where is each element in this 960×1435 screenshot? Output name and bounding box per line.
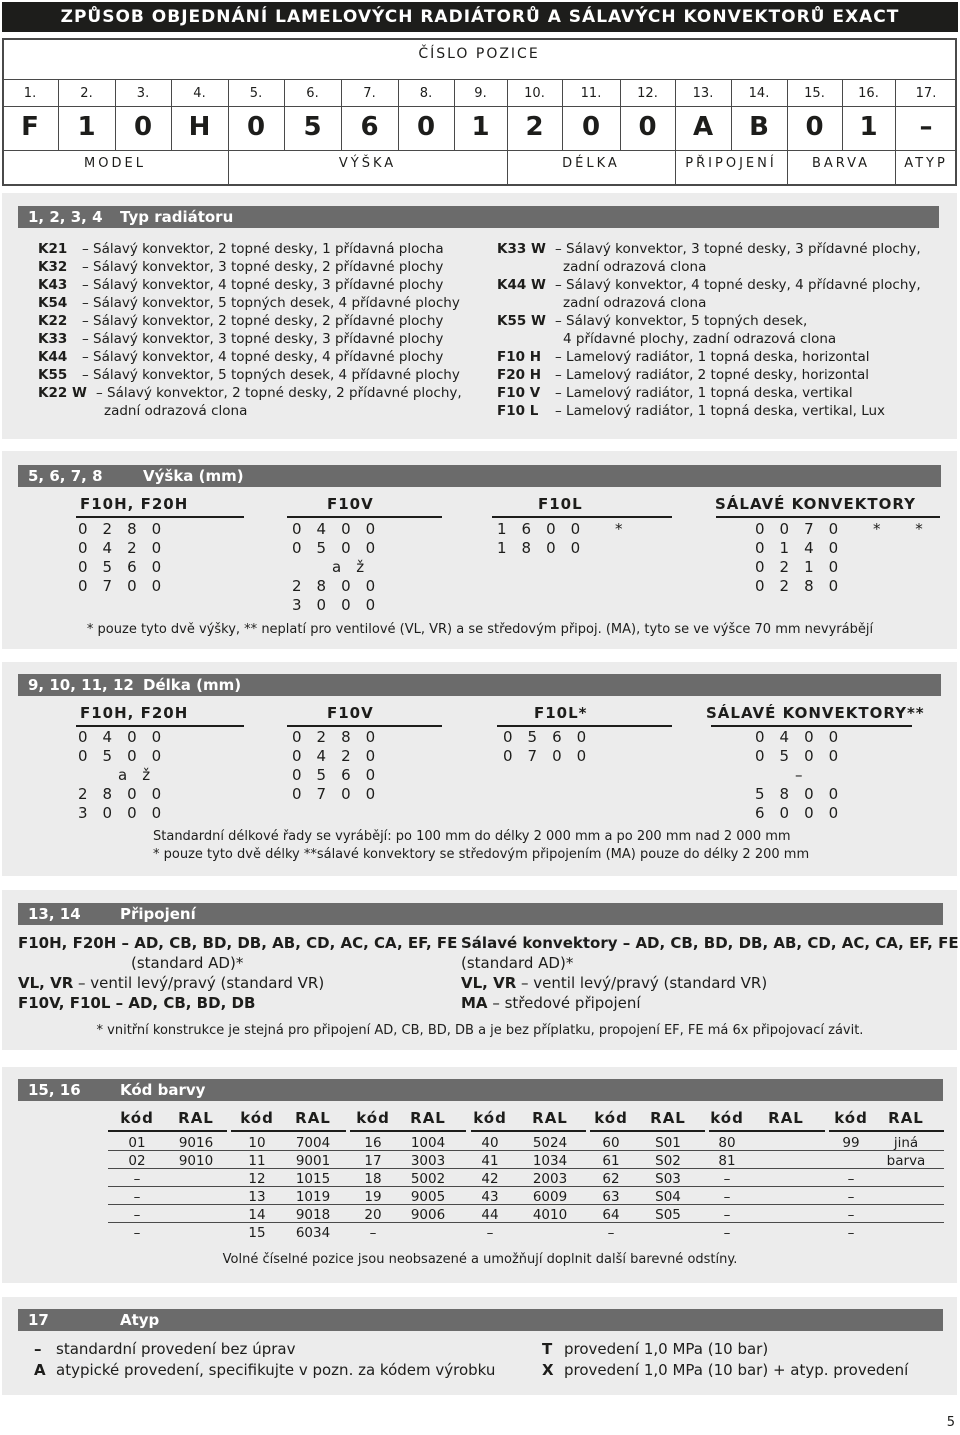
typ-description: – Sálavý konvektor, 2 topné desky, 2 přídavné plochy, — [96, 385, 462, 401]
column-header: F10L* — [534, 704, 588, 722]
typ-code: K33 — [38, 331, 68, 347]
atyp-text: atypické provedení, specifikujte v pozn. za kódem výrobku — [56, 1361, 496, 1379]
code-character: A — [692, 112, 714, 142]
position-number: 16. — [858, 86, 879, 101]
color-table-cell: 1004 — [410, 1135, 446, 1151]
header-underline — [590, 1130, 705, 1132]
color-table-cell: 1015 — [295, 1171, 331, 1187]
typ-code: F10 H — [497, 349, 542, 365]
vyska-number: 5, 6, 7, 8 — [28, 467, 103, 485]
color-table-cell: 64 — [602, 1207, 620, 1223]
connection-text: – ventil levý/pravý (standard VR) — [73, 974, 325, 992]
typ-description: – Sálavý konvektor, 5 topných desek, — [555, 313, 808, 329]
typ-description: – Sálavý konvektor, 4 topné desky, 3 přídavné plochy — [82, 277, 444, 293]
color-table-cell: 5002 — [410, 1171, 446, 1187]
typ-description: zadní odrazová clona — [563, 295, 707, 311]
color-table-cell: 41 — [481, 1153, 499, 1169]
color-table-cell: 01 — [128, 1135, 146, 1151]
atyp-key: T — [542, 1340, 553, 1358]
header-underline — [709, 1130, 825, 1132]
page-number: 5 — [946, 1415, 955, 1430]
atyp-key: A — [34, 1361, 46, 1379]
header-underline — [350, 1130, 466, 1132]
code-character: 1 — [77, 112, 96, 142]
color-table-header: kód — [594, 1109, 628, 1127]
value-cell: 0700 — [292, 785, 391, 803]
color-table-cell: 6009 — [532, 1189, 568, 1205]
color-table-cell: 20 — [364, 1207, 382, 1223]
color-table-cell: 6034 — [295, 1225, 331, 1241]
header-underline — [231, 1130, 346, 1132]
code-character: 1 — [471, 112, 490, 142]
code-group-label: PŘIPOJENÍ — [685, 156, 777, 171]
barva-number: 15, 16 — [28, 1081, 81, 1099]
vyska-note: * pouze tyto dvě výšky, ** neplatí pro ventilové (VL, VR) a se středovým připoj. (MA), tyto se ve výšce 70 mm nevyrábějí — [86, 622, 874, 637]
color-table-cell: jiná — [893, 1135, 919, 1151]
code-character: 0 — [805, 112, 824, 142]
value-cell: 0560 — [503, 728, 602, 746]
color-table-cell: S05 — [655, 1207, 681, 1223]
value-cell: 0700 — [503, 747, 602, 765]
color-table-header: RAL — [768, 1109, 804, 1127]
atyp-key: – — [34, 1340, 42, 1358]
color-table-cell: 9016 — [178, 1135, 214, 1151]
connection-code: F10H, F20H – AD, CB, BD, DB, AB, CD, AC, CA, EF, FE — [18, 934, 458, 952]
color-table-cell: 9001 — [295, 1153, 331, 1169]
value-cell: 3000 — [78, 804, 177, 822]
typ-description: 4 přídavné plochy, zadní odrazová clona — [563, 331, 837, 347]
pripojeni-title: Připojení — [120, 905, 196, 923]
position-number: 17. — [915, 86, 937, 101]
value-cell: 0400 — [755, 728, 854, 746]
value-cell: 0420 — [78, 539, 177, 557]
color-table-header: RAL — [410, 1109, 446, 1127]
typ-title: Typ radiátoru — [120, 208, 234, 226]
column-header: F10H, F20H — [80, 495, 189, 513]
color-table-cell: 19 — [364, 1189, 382, 1205]
code-group-label: VÝŠKA — [338, 156, 397, 171]
code-character: 0 — [133, 112, 153, 142]
value-cell: 2800 — [78, 785, 177, 803]
value-cell: 5800 — [755, 785, 854, 803]
atyp-text: provedení 1,0 MPa (10 bar) — [564, 1340, 769, 1358]
typ-code: F10 L — [497, 403, 539, 419]
color-table-cell: – — [723, 1171, 731, 1187]
color-table-cell: 13 — [248, 1189, 266, 1205]
connection-text: (standard AD)* — [461, 954, 574, 972]
color-table-cell: 44 — [481, 1207, 499, 1223]
typ-description: – Sálavý konvektor, 5 topných desek, 4 přídavné plochy — [82, 295, 460, 311]
position-number: 4. — [193, 86, 206, 101]
position-heading-label: ČÍSLO POZICE — [418, 46, 540, 62]
color-table-cell: S01 — [655, 1135, 681, 1151]
typ-code: K22 — [38, 313, 68, 329]
typ-code: K21 — [38, 241, 68, 257]
column-header: F10L — [538, 495, 583, 513]
typ-description: – Sálavý konvektor, 3 topné desky, 3 přídavné plochy — [82, 331, 444, 347]
color-table-cell: 9006 — [410, 1207, 446, 1223]
column-header: F10H, F20H — [80, 704, 189, 722]
color-table-cell: 99 — [842, 1135, 860, 1151]
color-table-cell: 61 — [602, 1153, 620, 1169]
typ-description: – Lamelový radiátor, 1 topná deska, vertikal, Lux — [555, 403, 886, 419]
connection-code: VL, VR — [461, 974, 517, 992]
typ-code: K43 — [38, 277, 68, 293]
position-number: 1. — [23, 86, 37, 101]
color-table-cell: 1034 — [532, 1153, 568, 1169]
color-table-header: kód — [834, 1109, 868, 1127]
value-cell: 0280 — [78, 520, 177, 538]
atyp-key: X — [542, 1361, 554, 1379]
color-table-cell: barva — [886, 1153, 926, 1169]
atyp-item — [34, 1361, 534, 1382]
code-character: H — [188, 112, 211, 142]
color-table-cell: S02 — [655, 1153, 681, 1169]
value-cell: – — [795, 766, 818, 784]
position-number: 2. — [80, 86, 93, 101]
column-header: SÁLAVÉ KONVEKTORY** — [706, 704, 925, 722]
atyp-left — [34, 1340, 534, 1382]
connection-text: – ventil levý/pravý (standard VR) — [516, 974, 768, 992]
delka-title: Délka (mm) — [143, 676, 242, 694]
color-table-cell: 40 — [481, 1135, 499, 1151]
code-character: 0 — [416, 112, 436, 142]
atyp-text: standardní provedení bez úprav — [56, 1340, 296, 1358]
typ-description: – Sálavý konvektor, 2 topné desky, 1 přídavná plocha — [82, 241, 444, 257]
color-table-cell: – — [607, 1225, 615, 1241]
vyska-title: Výška (mm) — [143, 467, 244, 485]
color-table-cell: 62 — [602, 1171, 620, 1187]
typ-code: K33 W — [497, 241, 546, 257]
code-character: B — [749, 112, 769, 142]
value-cell: až — [118, 766, 166, 784]
position-number: 5. — [249, 86, 263, 101]
atyp-right — [542, 1340, 952, 1382]
delka-note-1: Standardní délkové řady se vyrábějí: po 100 mm do délky 2 000 mm a po 200 mm nad 2 000 mm — [153, 829, 791, 844]
color-table-cell: 12 — [248, 1171, 266, 1187]
typ-description: – Sálavý konvektor, 5 topných desek, 4 přídavné plochy — [82, 367, 460, 383]
typ-number: 1, 2, 3, 4 — [28, 208, 103, 226]
connection-text: – středové připojení — [487, 994, 641, 1012]
code-character: 6 — [360, 112, 379, 142]
atyp-header — [18, 1309, 943, 1331]
value-cell: 1600 * — [497, 520, 638, 538]
code-character: F — [21, 112, 39, 142]
color-table-cell: 9010 — [178, 1153, 214, 1169]
position-number: 10. — [524, 86, 545, 101]
color-table-header: RAL — [888, 1109, 924, 1127]
header-underline — [829, 1130, 944, 1132]
atyp-number: 17 — [28, 1311, 49, 1329]
color-table-cell: – — [723, 1207, 731, 1223]
delka-number: 9, 10, 11, 12 — [28, 676, 134, 694]
barva-title: Kód barvy — [120, 1081, 206, 1099]
typ-description: – Sálavý konvektor, 4 topné desky, 4 přídavné plochy, — [555, 277, 921, 293]
typ-code: K55 — [38, 367, 68, 383]
typ-description: – Lamelový radiátor, 1 topná deska, horizontal — [555, 349, 870, 365]
page-title: ZPŮSOB OBJEDNÁNÍ LAMELOVÝCH RADIÁTORŮ A SÁLAVÝCH KONVEKTORŮ EXACT — [2, 2, 958, 32]
value-cell: 0280 — [292, 728, 391, 746]
atyp-text: provedení 1,0 MPa (10 bar) + atyp. provedení — [564, 1361, 909, 1379]
color-table-cell: S04 — [655, 1189, 681, 1205]
color-table-cell: 1019 — [295, 1189, 331, 1205]
color-table-header: kód — [356, 1109, 390, 1127]
atyp-item — [34, 1340, 534, 1361]
color-table-header: kód — [710, 1109, 744, 1127]
position-number: 15. — [804, 86, 825, 101]
connection-text: (standard AD)* — [131, 954, 244, 972]
color-table-cell: 10 — [248, 1135, 266, 1151]
color-table-cell: – — [486, 1225, 494, 1241]
header-underline — [108, 1130, 227, 1132]
color-table-cell: 43 — [481, 1189, 499, 1205]
color-table-cell: 15 — [248, 1225, 266, 1241]
column-header: F10V — [327, 495, 374, 513]
pripojeni-number: 13, 14 — [28, 905, 81, 923]
position-number: 12. — [637, 86, 658, 101]
value-cell: 0700 — [78, 577, 177, 595]
color-table-cell: 02 — [128, 1153, 146, 1169]
typ-description: zadní odrazová clona — [104, 403, 248, 419]
color-table-cell: – — [847, 1171, 855, 1187]
value-cell: 0400 — [78, 728, 177, 746]
position-number: 9. — [474, 86, 487, 101]
color-table-cell: 63 — [602, 1189, 620, 1205]
color-table-cell: 3003 — [410, 1153, 446, 1169]
color-table-cell: 9018 — [295, 1207, 331, 1223]
color-table-cell: 7004 — [295, 1135, 331, 1151]
code-character: 1 — [859, 112, 878, 142]
position-number: 14. — [748, 86, 770, 101]
color-table-cell: – — [723, 1189, 731, 1205]
color-table-cell: – — [847, 1189, 855, 1205]
value-cell: 0210 — [755, 558, 854, 576]
position-number: 8. — [419, 86, 433, 101]
typ-description: – Lamelový radiátor, 2 topné desky, horizontal — [555, 367, 869, 383]
color-table-cell: 9005 — [410, 1189, 446, 1205]
connection-code: Sálavé konvektory – AD, CB, BD, DB, AB, CD, AC, CA, EF, FE — [461, 934, 959, 952]
color-table-header: RAL — [532, 1109, 568, 1127]
value-cell: 6000 — [755, 804, 854, 822]
color-table-header: RAL — [650, 1109, 686, 1127]
color-table-cell: – — [369, 1225, 377, 1241]
value-cell: 0070 * * — [755, 520, 938, 538]
typ-description: – Sálavý konvektor, 3 topné desky, 2 přídavné plochy — [82, 259, 444, 275]
typ-description: – Sálavý konvektor, 2 topné desky, 2 přídavné plochy — [82, 313, 444, 329]
color-table-header: RAL — [295, 1109, 331, 1127]
typ-code: F20 H — [497, 367, 542, 383]
color-table-cell: 5024 — [532, 1135, 568, 1151]
value-cell: 0560 — [292, 766, 391, 784]
color-table-cell: S03 — [655, 1171, 681, 1187]
code-group-label: MODEL — [84, 156, 146, 171]
value-cell: 0140 — [755, 539, 854, 557]
delka-note-2: * pouze tyto dvě délky **sálavé konvektory se středovým připojením (MA) pouze do délky 2 200 mm — [153, 847, 810, 862]
typ-code: K44 — [38, 349, 68, 365]
typ-description: zadní odrazová clona — [563, 259, 707, 275]
code-character: 2 — [525, 112, 544, 142]
value-cell: 0560 — [78, 558, 177, 576]
typ-description: – Sálavý konvektor, 4 topné desky, 4 přídavné plochy — [82, 349, 444, 365]
code-character: – — [919, 112, 933, 142]
value-cell: 0420 — [292, 747, 391, 765]
color-table-cell: 4010 — [532, 1207, 568, 1223]
position-number: 7. — [363, 86, 376, 101]
color-table-cell: 17 — [364, 1153, 382, 1169]
connection-code: VL, VR — [18, 974, 74, 992]
value-cell: 0280 — [755, 577, 854, 595]
color-table-cell: – — [847, 1225, 855, 1241]
typ-description: – Sálavý konvektor, 3 topné desky, 3 přídavné plochy, — [555, 241, 921, 257]
code-group-label: DÉLKA — [562, 156, 620, 171]
value-cell: 2800 — [292, 577, 391, 595]
value-cell: 0500 — [755, 747, 854, 765]
position-number: 3. — [136, 86, 150, 101]
color-table-cell: 80 — [718, 1135, 736, 1151]
color-table-cell: – — [133, 1189, 141, 1205]
code-character: 5 — [303, 112, 322, 142]
color-table-cell: – — [133, 1207, 141, 1223]
value-cell: až — [332, 558, 380, 576]
connection-code: MA — [461, 994, 488, 1012]
color-table-cell: 14 — [248, 1207, 266, 1223]
color-table-cell: – — [133, 1225, 141, 1241]
header-underline — [471, 1130, 586, 1132]
color-table-cell: 42 — [481, 1171, 499, 1187]
code-character: 0 — [246, 112, 266, 142]
color-table-header: kód — [120, 1109, 154, 1127]
value-cell: 1800 — [497, 539, 596, 557]
typ-code: K55 W — [497, 313, 546, 329]
color-table-cell: 18 — [364, 1171, 382, 1187]
code-group-label: ATYP — [904, 156, 948, 171]
color-table-cell: – — [133, 1171, 141, 1187]
barva-note: Volné číselné pozice jsou neobsazené a umožňují doplnit další barevné odstíny. — [222, 1252, 738, 1267]
typ-code: K32 — [38, 259, 68, 275]
typ-description: – Lamelový radiátor, 1 topná deska, vertikal — [555, 385, 853, 401]
value-cell: 0500 — [78, 747, 177, 765]
color-table-cell: 60 — [602, 1135, 620, 1151]
position-number: 11. — [580, 86, 602, 101]
color-table-cell: 11 — [248, 1153, 266, 1169]
color-table-cell: – — [847, 1207, 855, 1223]
position-number: 6. — [306, 86, 319, 101]
connection-code: F10V, F10L – AD, CB, BD, DB — [18, 994, 256, 1012]
value-cell: 3000 — [292, 596, 391, 614]
typ-code: K54 — [38, 295, 68, 311]
column-header: F10V — [327, 704, 374, 722]
code-character: 0 — [581, 112, 601, 142]
atyp-item — [542, 1361, 952, 1382]
pripojeni-note: * vnitřní konstrukce je stejná pro připojení AD, CB, BD, DB a je bez příplatku, propojení EF, FE má 6x připojovací závit. — [96, 1023, 864, 1038]
typ-code: F10 V — [497, 385, 541, 401]
atyp-item — [542, 1340, 952, 1361]
typ-code: K44 W — [497, 277, 546, 293]
code-character: 0 — [638, 112, 657, 142]
color-table-cell: – — [723, 1225, 731, 1241]
position-number: 13. — [692, 86, 714, 101]
color-table-cell: 81 — [718, 1153, 736, 1169]
color-table-header: RAL — [178, 1109, 214, 1127]
column-header: SÁLAVÉ KONVEKTORY — [715, 495, 916, 513]
color-table-cell: 2003 — [532, 1171, 568, 1187]
value-cell: 0400 — [292, 520, 391, 538]
value-cell: 0500 — [292, 539, 391, 557]
color-table-header: kód — [473, 1109, 507, 1127]
code-group-label: BARVA — [811, 156, 871, 171]
typ-code: K22 W — [38, 385, 87, 401]
color-table-cell: 16 — [364, 1135, 382, 1151]
color-table-header: kód — [240, 1109, 274, 1127]
atyp-title: Atyp — [120, 1311, 160, 1329]
